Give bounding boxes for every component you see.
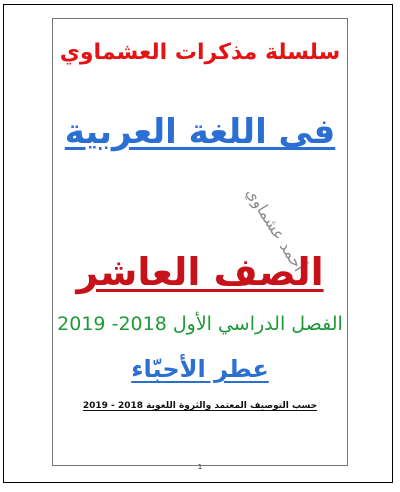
author-watermark: أحمد عشماوي: [242, 184, 309, 275]
semester-line: الفصل الدراسي الأول 2018- 2019: [57, 313, 343, 335]
curriculum-note: حسب التوصيف المعتمد والثروة اللغوية 2018 - 2019: [82, 401, 318, 411]
grade-title: الصف العاشر: [76, 250, 324, 294]
subject-title: فى اللغة العربية: [64, 112, 336, 152]
margin-guide: [52, 18, 348, 466]
page-number: 1: [197, 463, 203, 471]
tagline: عطر الأحبّاء: [131, 355, 269, 383]
series-title: سلسلة مذكرات العشماوي: [59, 40, 341, 65]
